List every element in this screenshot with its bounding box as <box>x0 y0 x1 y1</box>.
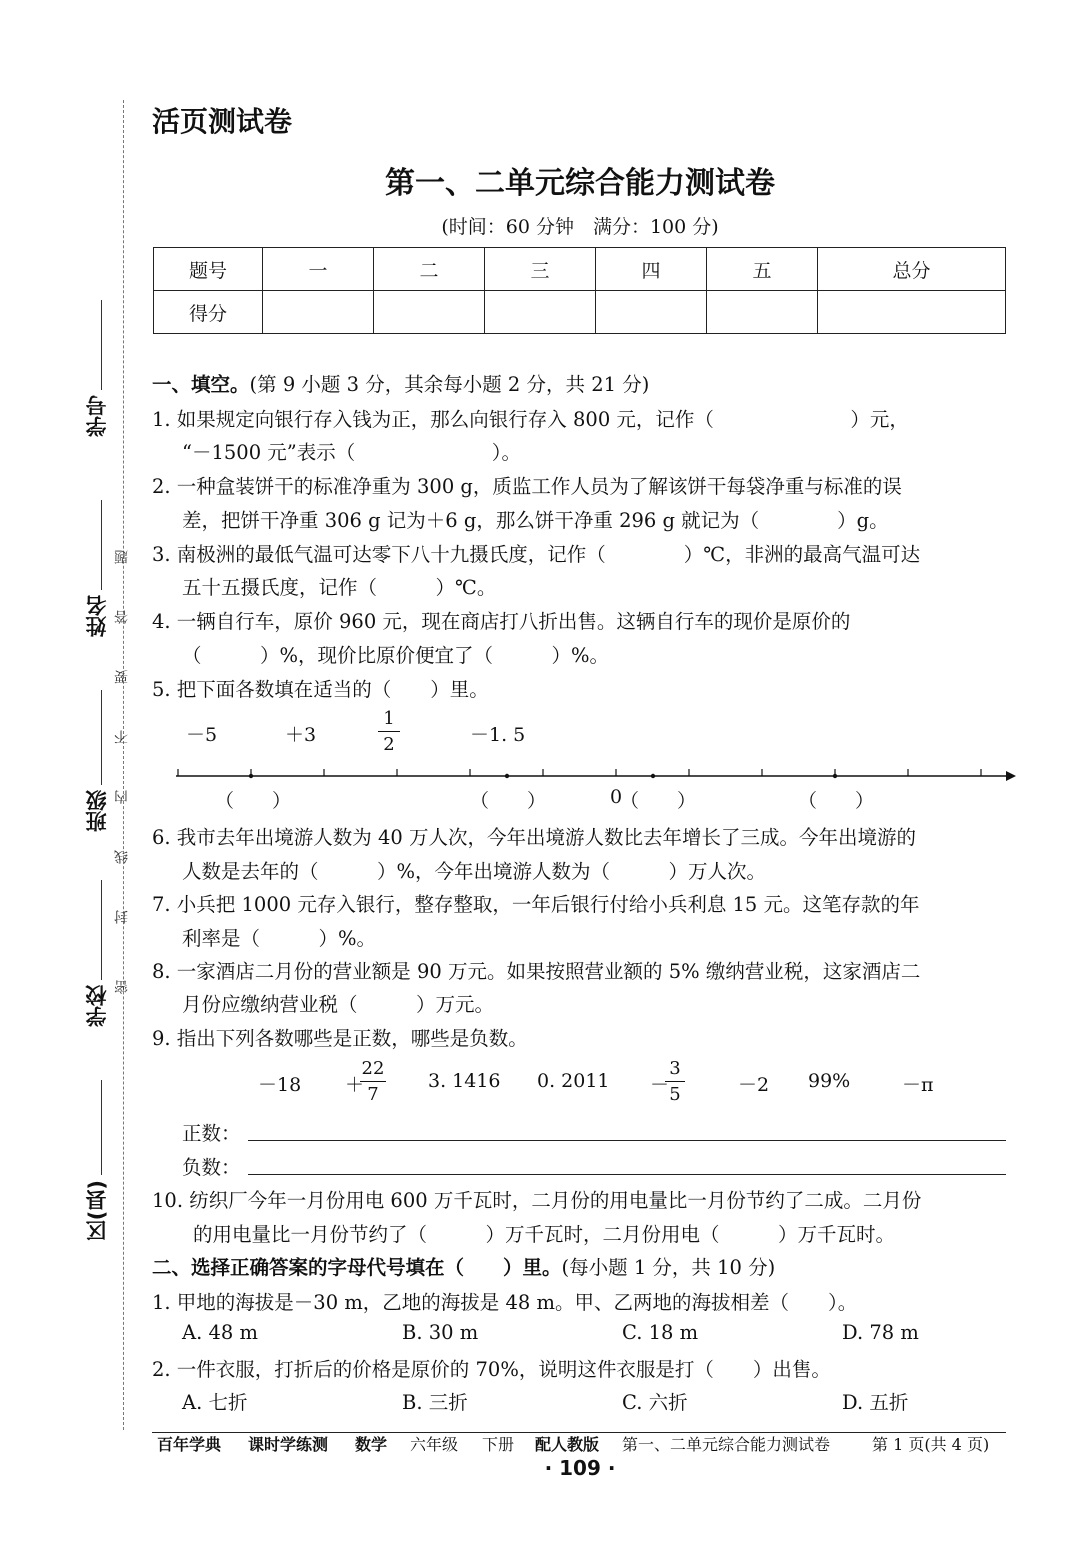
q9-negative-label: 负数： <box>182 1156 241 1179</box>
name-label: 姓名 <box>85 595 109 637</box>
question-1-line-2: “－1500 元”表示（ ）。 <box>182 441 522 464</box>
question-1-line-1: 1. 如果规定向银行存入钱为正，那么向银行存入 800 元，记作（ ）元， <box>152 408 909 431</box>
question-4-line-2: （ ）%，现价比原价便宜了（ ）%。 <box>182 644 610 667</box>
q9-positive-answer-line[interactable] <box>248 1140 1006 1141</box>
number-line-arrow <box>1006 771 1016 781</box>
school-blank[interactable] <box>101 880 102 980</box>
binding-dashed-line <box>123 100 124 1430</box>
number-line <box>170 765 1020 789</box>
choice-2-option-c[interactable]: C. 六折 <box>622 1391 688 1414</box>
question-8-line-1: 8. 一家酒店二月份的营业额是 90 万元。如果按照营业额的 5% 缴纳营业税，这家酒店二 <box>152 960 921 983</box>
q9-sign: ＋ <box>345 1074 365 1096</box>
number-line-zero-label: 0 <box>610 786 623 808</box>
question-5: 5. 把下面各数填在适当的（ ）里。 <box>152 678 489 701</box>
seal-char: 密 <box>114 980 130 994</box>
footer-brand: 百年学典 <box>157 1435 222 1454</box>
number-line-point <box>249 774 253 778</box>
q9-number: 0. 2011 <box>537 1070 610 1092</box>
choice-1-option-d[interactable]: D. 78 m <box>842 1321 919 1344</box>
number-line-point <box>833 774 837 778</box>
score-header-cell: 二 <box>374 248 485 291</box>
choice-2-option-d[interactable]: D. 五折 <box>842 1391 909 1414</box>
choice-1-option-c[interactable]: C. 18 m <box>622 1321 699 1344</box>
q5-number: －5 <box>186 724 218 746</box>
seal-char: 不 <box>114 730 130 744</box>
q9-number: 99% <box>808 1070 851 1092</box>
choice-question-1: 1. 甲地的海拔是－30 m，乙地的海拔是 48 m。甲、乙两地的海拔相差（ ）。 <box>152 1291 858 1314</box>
fraction-bar <box>360 1081 386 1082</box>
choice-2-option-a[interactable]: A. 七折 <box>182 1391 248 1414</box>
question-10-line-1: 10. 纺织厂今年一月份用电 600 万千瓦时，二月份的用电量比一月份节约了二成。二月份 <box>152 1189 922 1212</box>
score-table-header-row <box>154 248 1006 291</box>
number-line-point <box>505 774 509 778</box>
name-blank[interactable] <box>101 500 102 590</box>
q5-number: ＋3 <box>285 724 317 746</box>
seal-char: 题 <box>114 550 130 564</box>
score-cell[interactable] <box>818 291 1006 334</box>
score-row-label: 得分 <box>154 291 263 334</box>
seal-char: 封 <box>114 910 130 924</box>
question-4-line-1: 4. 一辆自行车，原价 960 元，现在商店打八折出售。这辆自行车的现价是原价的 <box>152 610 851 633</box>
score-cell[interactable] <box>707 291 818 334</box>
choice-question-2: 2. 一件衣服，打折后的价格是原价的 70%，说明这件衣服是打（ ）出售。 <box>152 1358 831 1381</box>
q9-number: －18 <box>258 1074 302 1096</box>
score-cell[interactable] <box>485 291 596 334</box>
student-no-blank[interactable] <box>101 300 102 390</box>
footer-volume: 下册 <box>482 1435 515 1454</box>
q9-sign: － <box>650 1074 670 1096</box>
footer-grade: 六年级 <box>410 1435 459 1454</box>
fraction-numerator: 3 <box>669 1058 681 1079</box>
question-7-line-1: 7. 小兵把 1000 元存入银行，整存整取，一年后银行付给小兵利息 15 元。这笔存款的年 <box>152 893 920 916</box>
score-table <box>153 247 1006 334</box>
seal-char: 线 <box>114 850 130 864</box>
page-number: · 109 · <box>544 1456 616 1480</box>
choice-1-option-b[interactable]: B. 30 m <box>402 1321 479 1344</box>
q5-answer-blank[interactable]: （ ） <box>620 790 697 812</box>
q5-answer-blank[interactable]: （ ） <box>798 790 875 812</box>
school-label: 学校 <box>85 985 109 1027</box>
q5-answer-blank[interactable]: （ ） <box>215 790 292 812</box>
q9-fraction <box>360 1058 386 1105</box>
class-label: 班级 <box>85 790 109 832</box>
question-6-line-2: 人数是去年的（ ）%，今年出境游人数为（ ）万人次。 <box>182 860 767 883</box>
page-title: 第一、二单元综合能力测试卷 <box>385 166 775 201</box>
fraction-numerator: 22 <box>361 1058 385 1079</box>
class-blank[interactable] <box>101 690 102 785</box>
number-line-ticks <box>178 769 981 776</box>
choice-1-option-a[interactable]: A. 48 m <box>182 1321 258 1344</box>
score-header-cell: 三 <box>485 248 596 291</box>
section-1-title: 一、填空。 <box>152 373 250 396</box>
score-cell[interactable] <box>263 291 374 334</box>
district-blank[interactable] <box>101 1080 102 1175</box>
score-cell[interactable] <box>596 291 707 334</box>
score-header-cell: 五 <box>707 248 818 291</box>
score-cell[interactable] <box>374 291 485 334</box>
q5-number: －1. 5 <box>470 724 526 746</box>
question-6-line-1: 6. 我市去年出境游人数为 40 万人次，今年出境游人数比去年增长了三成。今年出境游的 <box>152 826 917 849</box>
question-2-line-1: 2. 一种盒装饼干的标准净重为 300 g，质监工作人员为了解该饼干每袋净重与标准的误 <box>152 475 902 498</box>
seal-char: 要 <box>114 670 130 684</box>
section-2-heading <box>152 1252 775 1280</box>
footer-series: 课时学练测 <box>248 1435 329 1454</box>
score-header-cell: 题号 <box>154 248 263 291</box>
score-table-score-row <box>154 291 1006 334</box>
question-3-line-1: 3. 南极洲的最低气温可达零下八十九摄氏度，记作（ ）℃，非洲的最高气温可达 <box>152 543 921 566</box>
question-9: 9. 指出下列各数哪些是正数，哪些是负数。 <box>152 1027 528 1050</box>
footer-subject: 数学 <box>355 1435 388 1454</box>
footer-test-name: 第一、二单元综合能力测试卷 <box>622 1435 831 1454</box>
fraction-denominator: 2 <box>383 734 395 755</box>
q9-negative-answer-line[interactable] <box>248 1174 1006 1175</box>
score-header-cell: 总分 <box>818 248 1006 291</box>
fraction-numerator: 1 <box>383 708 395 729</box>
fraction-bar <box>665 1081 685 1082</box>
question-10-line-2: 的用电量比一月份节约了（ ）万千瓦时，二月份用电（ ）万千瓦时。 <box>193 1223 896 1246</box>
number-line-point <box>651 774 655 778</box>
district-label: 区(县) <box>85 1180 109 1242</box>
seal-char: 答 <box>114 610 130 624</box>
section-1-heading <box>152 369 649 397</box>
q9-positive-label: 正数： <box>182 1122 241 1145</box>
question-7-line-2: 利率是（ ）%。 <box>182 927 377 950</box>
section-1-note: (第 9 小题 3 分，其余每小题 2 分，共 21 分) <box>249 373 650 396</box>
exam-info: (时间：60 分钟 满分：100 分) <box>441 216 719 238</box>
question-8-line-2: 月份应缴纳营业税（ ）万元。 <box>182 993 495 1016</box>
seal-char: 内 <box>114 790 130 804</box>
question-3-line-2: 五十五摄氏度，记作（ ）℃。 <box>182 576 497 599</box>
fraction-denominator: 5 <box>669 1084 681 1105</box>
section-2-title: 二、选择正确答案的字母代号填在（ ）里。 <box>152 1256 562 1279</box>
q9-fraction <box>665 1058 685 1105</box>
score-header-cell: 四 <box>596 248 707 291</box>
fraction-bar <box>378 731 400 732</box>
choice-2-option-b[interactable]: B. 三折 <box>402 1391 468 1414</box>
q5-answer-blank[interactable]: （ ） <box>470 790 547 812</box>
footer-edition: 配人教版 <box>535 1435 600 1454</box>
fraction-denominator: 7 <box>367 1084 379 1105</box>
q9-number: 3. 1416 <box>428 1070 501 1092</box>
footer-page-count: 第 1 页(共 4 页) <box>872 1435 990 1454</box>
q9-number: －π <box>902 1074 934 1096</box>
student-no-label: 学号 <box>85 395 109 437</box>
q9-number: －2 <box>738 1074 770 1096</box>
banner-title: 活页测试卷 <box>152 105 293 138</box>
question-2-line-2: 差，把饼干净重 306 g 记为＋6 g，那么饼干净重 296 g 就记为（ ）g。 <box>182 509 889 532</box>
score-header-cell: 一 <box>263 248 374 291</box>
section-2-note: (每小题 1 分，共 10 分) <box>561 1256 776 1279</box>
q5-fraction <box>378 708 400 755</box>
